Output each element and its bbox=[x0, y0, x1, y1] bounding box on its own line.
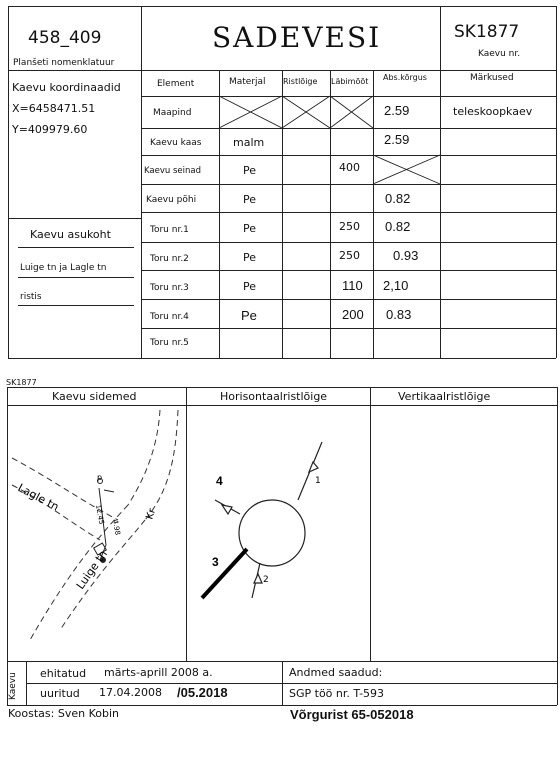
row-abs: 2,10 bbox=[383, 278, 409, 293]
coords-label: Kaevu koordinaadid bbox=[12, 81, 121, 94]
surveyed-value: 17.04.2008 bbox=[99, 686, 162, 699]
row-abs: 2.59 bbox=[384, 132, 410, 147]
map-point-label: p bbox=[97, 473, 103, 482]
location-label: Kaevu asukoht bbox=[30, 228, 111, 241]
row-element: Toru nr.3 bbox=[150, 283, 189, 293]
location-line-1: Luige tn ja Lagle tn bbox=[20, 263, 107, 273]
col-header-material: Materjal bbox=[229, 77, 266, 87]
row-element: Kaevu seinad bbox=[144, 166, 201, 176]
map-dimension-2: 4.98 bbox=[111, 518, 122, 536]
row-diameter: 110 bbox=[342, 278, 363, 293]
col-header-abs: Abs.kõrgus bbox=[383, 73, 427, 82]
row-abs: 0.82 bbox=[385, 219, 411, 234]
built-value: märts-aprill 2008 a. bbox=[104, 666, 213, 679]
row-diameter: 250 bbox=[339, 220, 360, 233]
well-id: SK1877 bbox=[454, 22, 520, 42]
location-line-2: ristis bbox=[20, 292, 42, 302]
row-element: Toru nr.1 bbox=[150, 225, 189, 235]
section-header-horizontal: Horisontaalristlõige bbox=[220, 390, 328, 403]
data-source-label: Andmed saadud: bbox=[289, 666, 383, 679]
row-element: Kaevu kaas bbox=[150, 138, 202, 148]
row-material: Pe bbox=[243, 280, 257, 293]
section-header-links: Kaevu sidemed bbox=[52, 390, 137, 403]
footer-side-label: Kaevu bbox=[8, 672, 18, 700]
surveyed-extra: /05.2018 bbox=[177, 685, 228, 700]
row-element: Kaevu põhi bbox=[146, 195, 197, 205]
map-dimension-1: 12.45 bbox=[94, 503, 106, 526]
coord-y: Y=409979.60 bbox=[12, 123, 88, 136]
row-element: Toru nr.5 bbox=[150, 338, 189, 348]
col-header-diameter: Läbimõõt bbox=[331, 77, 369, 86]
sheet-number: 458_409 bbox=[28, 28, 102, 48]
row-abs: 0.82 bbox=[385, 191, 411, 206]
col-header-notes: Märkused bbox=[470, 73, 514, 83]
row-material: Pe bbox=[243, 222, 257, 235]
row-element: Toru nr.2 bbox=[150, 254, 189, 264]
map-street-lagle: Lagle tn bbox=[15, 481, 61, 514]
sheet-number-label: Planšeti nomenklatuur bbox=[13, 58, 115, 68]
row-material: malm bbox=[233, 136, 265, 149]
col-header-element: Element bbox=[157, 79, 195, 89]
surveyed-label: uuritud bbox=[40, 687, 80, 700]
row-material: Pe bbox=[243, 193, 257, 206]
row-diameter: 400 bbox=[339, 161, 360, 174]
pipe-label-4: 4 bbox=[216, 474, 223, 488]
page-title: SADEVESI bbox=[212, 21, 382, 54]
data-source-value: SGP töö nr. T-593 bbox=[289, 687, 385, 700]
row-abs: 0.93 bbox=[393, 248, 419, 263]
company: Võrgurist 65-052018 bbox=[290, 707, 414, 722]
row-notes: teleskoopkaev bbox=[453, 105, 533, 118]
row-abs: 0.83 bbox=[386, 307, 412, 322]
row-material: Pe bbox=[241, 308, 257, 323]
map-street-luige: Luige tn bbox=[73, 547, 110, 592]
col-header-cross: Ristlõige bbox=[283, 77, 318, 86]
row-abs: 2.59 bbox=[384, 103, 410, 118]
pipe-label-3: 3 bbox=[212, 555, 219, 569]
row-diameter: 250 bbox=[339, 249, 360, 262]
row-diameter: 200 bbox=[342, 307, 364, 322]
row-element: Toru nr.4 bbox=[150, 312, 189, 322]
author: Koostas: Sven Kobin bbox=[8, 707, 119, 720]
row-material: Pe bbox=[243, 251, 257, 264]
map-street-kr: Kr bbox=[144, 507, 159, 521]
pipe-label-2: 2 bbox=[263, 575, 269, 585]
coord-x: X=6458471.51 bbox=[12, 102, 96, 115]
sketch-well-id: SK1877 bbox=[6, 378, 37, 387]
pipe-label-1: 1 bbox=[315, 476, 321, 486]
row-material: Pe bbox=[243, 164, 257, 177]
well-id-label: Kaevu nr. bbox=[478, 49, 521, 59]
section-header-vertical: Vertikaalristlõige bbox=[398, 390, 491, 403]
built-label: ehitatud bbox=[40, 667, 87, 680]
row-element: Maapind bbox=[153, 108, 192, 118]
